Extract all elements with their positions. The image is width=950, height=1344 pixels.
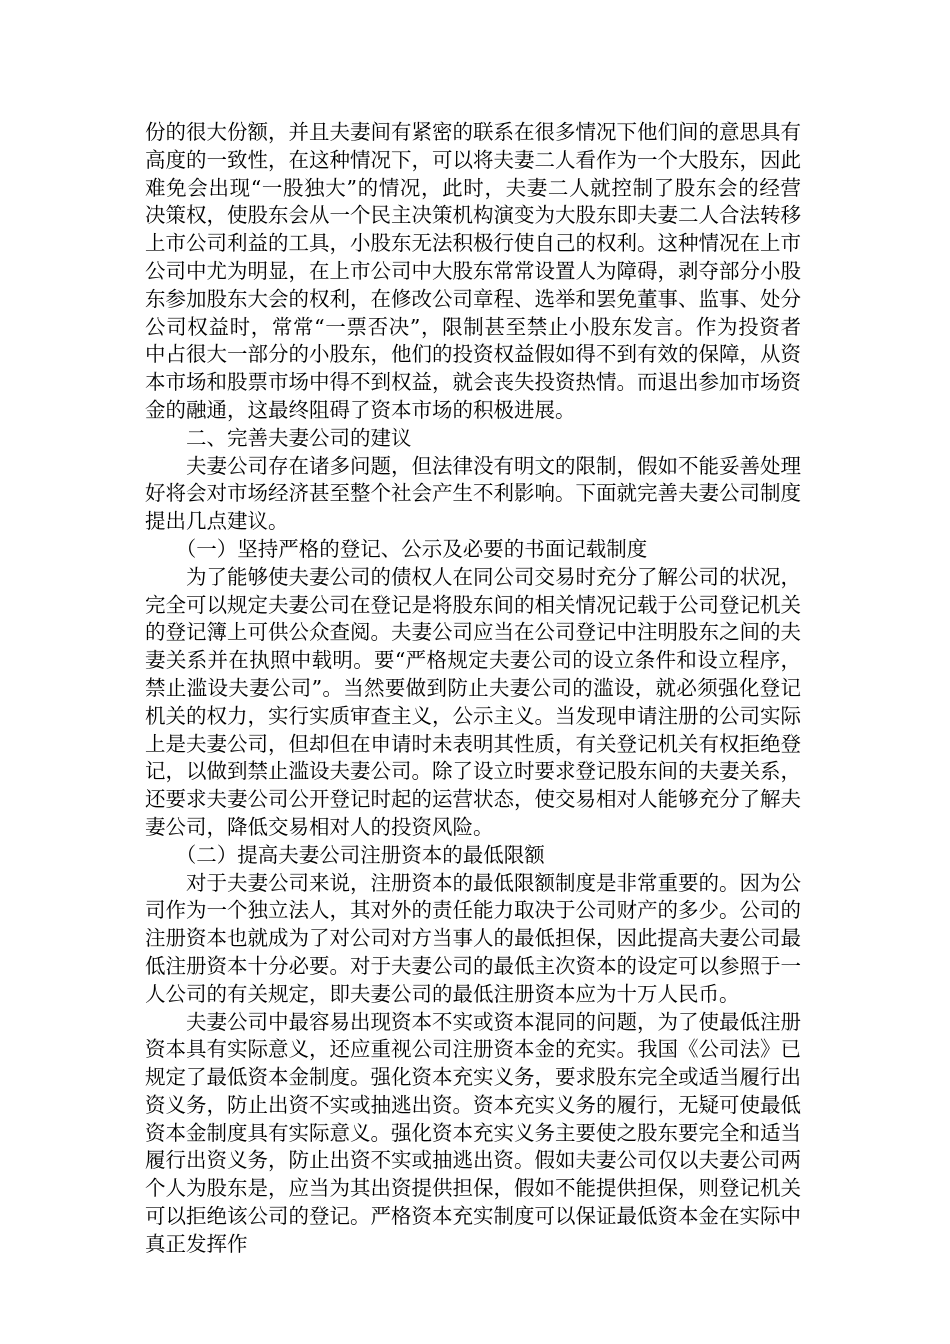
subsection-heading: （二）提高夫妻公司注册资本的最低限额 — [175, 842, 545, 867]
body-paragraph: 为了能够使夫妻公司的债权人在同公司交易时充分了解公司的状况，完全可以规定夫妻公司在登记是将股东间的相关情况记载于公司登记机关的登记簿上可供公众查阅。夫妻公司应当在公司登记中注明股东之间的夫妻关系并在执照中载明。要“严格规定夫妻公司的设立条件和设立程序，禁止滥设夫妻公司”。当然要做到防止夫妻公司的滥设，就必须强化登记机关的权力，实行实质审查主义，公示主义。当发现申请注册的公司实际上是夫妻公司，但却但在申请时未表明其性质，有关登记机关有权拒绝登记，以做到禁止滥设夫妻公司。除了设立时要求登记股东间的夫妻关系，还要求夫妻公司公开登记时起的运营状态，使交易相对人能够充分了解夫妻公司，降低交易相对人的投资风险。 — [145, 564, 801, 839]
document-body — [145, 119, 801, 1259]
subsection-heading: （一）坚持严格的登记、公示及必要的书面记载制度 — [175, 536, 648, 561]
continuation-paragraph: 份的很大份额，并且夫妻间有紧密的联系在很多情况下他们间的意思具有高度的一致性，在这种情况下，可以将夫妻二人看作为一个大股东，因此难免会出现“一股独大”的情况，此时，夫妻二人就控制了股东会的经营决策权，使股东会从一个民主决策机构演变为大股东即夫妻二人合法转移上市公司利益的工具，小股东无法积极行使自己的权利。这种情况在上市公司中尤为明显，在上市公司中大股东常常设置人为障碍，剥夺部分小股东参加股东大会的权利，在修改公司章程、选举和罢免董事、监事、处分公司权益时，常常“一票否决”，限制甚至禁止小股东发言。作为投资者中占很大一部分的小股东，他们的投资权益假如得不到有效的保障，从资本市场和股票市场中得不到权益，就会丧失投资热情。而退出参加市场资金的融通，这最终阻碍了资本市场的积极进展。 — [145, 120, 801, 422]
body-paragraph: 对于夫妻公司来说，注册资本的最低限额制度是非常重要的。因为公司作为一个独立法人，其对外的责任能力取决于公司财产的多少。公司的注册资本也就成为了对公司对方当事人的最低担保，因此提高夫妻公司最低注册资本十分必要。对于夫妻公司的最低主次资本的设定可以参照于一人公司的有关规定，即夫妻公司的最低注册资本应为十万人民币。 — [145, 870, 801, 1006]
body-paragraph: 夫妻公司中最容易出现资本不实或资本混同的问题，为了使最低注册资本具有实际意义，还应重视公司注册资本金的充实。我国《公司法》已规定了最低资本金制度。强化资本充实义务，要求股东完全或适当履行出资义务，防止出资不实或抽逃出资。资本充实义务的履行，无疑可使最低资本金制度具有实际意义。强化资本充实义务主要使之股东要完全和适当履行出资义务，防止出资不实或抽逃出资。假如夫妻公司仅以夫妻公司两个人为股东是，应当为其出资提供担保，假如不能提供担保，则登记机关可以拒绝该公司的登记。严格资本充实制度可以保证最低资本金在实际中真正发挥作 — [145, 1009, 801, 1256]
body-paragraph: 夫妻公司存在诸多问题，但法律没有明文的限制，假如不能妥善处理好将会对市场经济甚至整个社会产生不利影响。下面就完善夫妻公司制度提出几点建议。 — [145, 453, 801, 534]
section-heading: 二、完善夫妻公司的建议 — [186, 425, 412, 450]
